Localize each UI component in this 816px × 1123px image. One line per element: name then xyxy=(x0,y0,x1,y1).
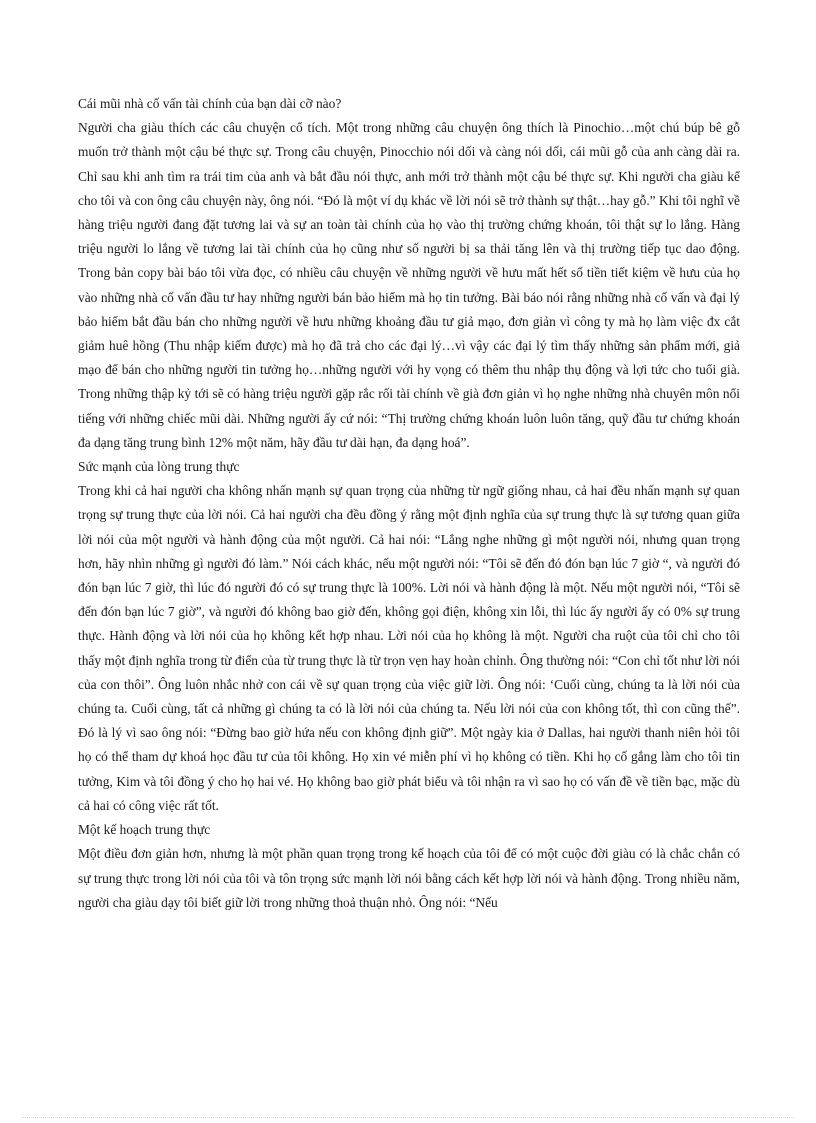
section-paragraph: Người cha giàu thích các câu chuyện cổ tích. Một trong những câu chuyện ông thích là Pinochio…một chú búp bê gỗ muốn trở thành một cậu bé thực sự. Trong câu chuyện, Pinocchio nói dối và càng nói dối, cái mũi gỗ của anh càng dài ra. Chỉ sau khi anh tìm ra trái tim của anh và bắt đầu nói thực, anh mới trở thành một cậu bé thực sự. Khi người cha giàu kể cho tôi và con ông câu chuyện này, ông nói. “Đó là một ví dụ khác về lời nói sẽ trở thành sự thật…hay gỗ.” Khi tôi nghĩ về hàng triệu người đang đặt tương lai và sự an toàn tài chính của họ vào thị trường chứng khoán, tôi thật sự lo lắng. Hàng triệu người lo lắng về tương lai tài chính của họ cũng như số người bị sa thải tăng lên và thị trường tiếp tục dao động. Trong bản copy bài báo tôi vừa đọc, có nhiều câu chuyện về những người về hưu mất hết số tiền tiết kiệm về hưu của họ vào những nhà cố vấn đầu tư hay những người bán bảo hiểm mà họ tin tưởng. Bài báo nói rằng những nhà cố vấn và đại lý bảo hiểm bắt đầu bán cho những người về hưu những khoảng đầu tư giả mạo, đơn giản vì công ty mà họ làm việc đx cắt giảm huê hồng (Thu nhập kiếm được) mà họ đã trả cho các đại lý…vì vậy các đại lý tìm thấy những sản phẩm mới, giả mạo để bán cho những người tin tưởng họ…những người với hy vọng có thêm thu nhập thụ động và lợi tức cho tuổi già. Trong những thập kỷ tới sẽ có hàng triệu người gặp rắc rối tài chính về già đơn giản vì họ nghe những nhà chuyên môn nổi tiếng với những chiếc mũi dài. Những người ấy cứ nói: “Thị trường chứng khoán luôn luôn tăng, quỹ đầu tư chứng khoán đa dạng tăng trung bình 12% một năm, hãy đầu tư dài hạn, đa dạng hoá”. xyxy=(78,120,740,450)
page-bottom-divider xyxy=(22,1117,794,1118)
section-heading: Một kế hoạch trung thực xyxy=(78,822,211,838)
section-paragraph: Trong khi cả hai người cha không nhấn mạnh sự quan trọng của những từ ngữ giống nhau, cả hai đều nhấn mạnh sự quan trọng sự trung thực của lời nói. Cả hai người cha đều đồng ý rằng một định nghĩa của sự trung thực là sự tương quan giữa lời nói của một người và hành động của một người. Cả hai nói: “Lắng nghe những gì một người nói, nhưng quan trọng hơn, hãy nhìn những gì người đó làm.” Nói cách khác, nếu một người nói: “Tôi sẽ đến đó đón bạn lúc 7 giờ “, và người đó đón bạn lúc 7 giờ, thì lúc đó người đó có sự trung thực là 100%. Lời nói và hành động là một. Nếu một người nói, “Tôi sẽ đến đón bạn lúc 7 giờ”, và người đó không bao giờ đến, không gọi điện, không xin lỗi, thì lúc ấy người ấy có 0% sự trung thực. Hành động và lời nói của họ không kết hợp nhau. Lời nói của họ không là một. Người cha ruột của tôi chỉ cho tôi thấy một định nghĩa trong từ điển của từ trung thực là từ trọn vẹn hay hoàn chỉnh. Ông thường nói: “Con chỉ tốt như lời nói của con thôi”. Ông luôn nhắc nhở con cái về sự quan trọng của việc giữ lời. Ông nói: ‘Cuối cùng, chúng ta là lời nói của chúng ta. Cuối cùng, tất cả những gì chúng ta có là lời nói của chúng ta. Nếu lời nói của con không tốt, thì con cũng thế”. Đó là lý vì sao ông nói: “Đừng bao giờ hứa nếu con không định giữ”. Một ngày kia ở Dallas, hai người thanh niên hỏi tôi họ có thể tham dự khoá học đầu tư của tôi không. Họ xin vé miễn phí vì họ không có tiền. Khi họ cố gắng làm cho tôi tin tưởng, Kim và tôi đồng ý cho họ hai vé. Họ không bao giờ phát biểu và tôi nhận ra vì sao họ có vấn đề về tiền bạc, mặc dù cả hai có công việc rất tốt. xyxy=(78,483,740,813)
section-heading: Cái mũi nhà cố vấn tài chính của bạn dài cỡ nào? xyxy=(78,96,342,111)
section-paragraph: Một điều đơn giản hơn, nhưng là một phần quan trọng trong kế hoạch của tôi để có một cuộc đời giàu có là chắc chắn có sự trung thực trong lời nói của tôi và tôn trọng sức mạnh lời nói bằng cách kết hợp lời nói và hành động. Trong nhiều năm, người cha giàu dạy tôi biết giữ lời trong những thoả thuận nhỏ. Ông nói: “Nếu xyxy=(78,846,740,910)
section-heading: Sức mạnh của lòng trung thực xyxy=(78,459,240,475)
document-body xyxy=(78,92,740,915)
